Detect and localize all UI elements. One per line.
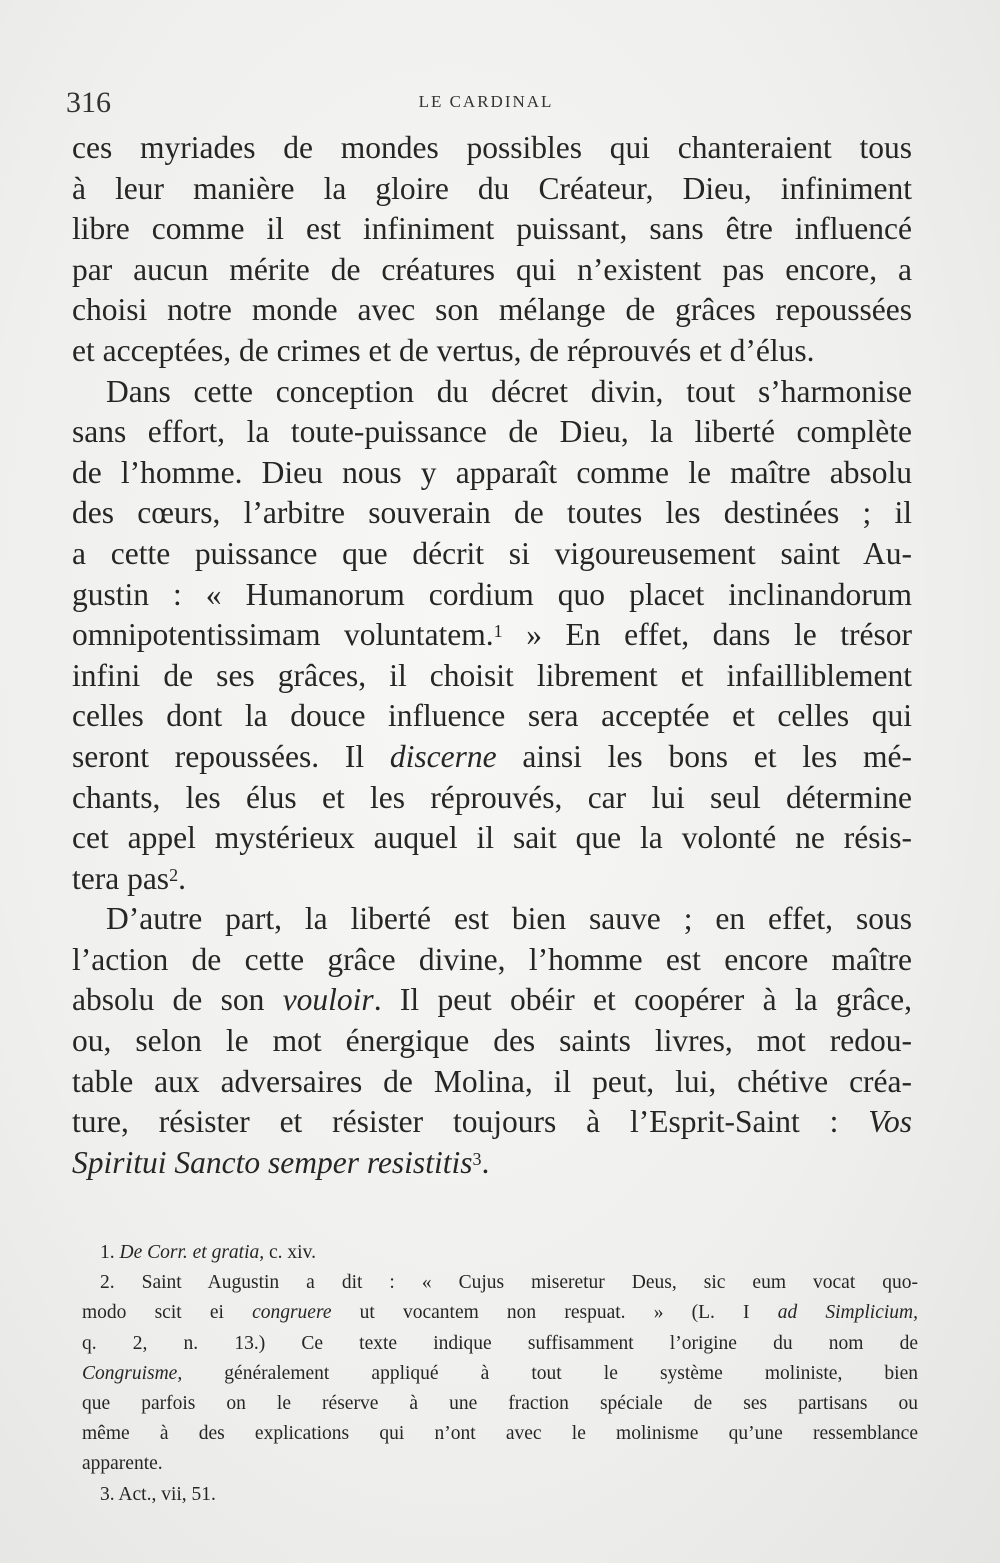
text-run: . (178, 860, 186, 896)
footnote-ref-3[interactable]: 3 (472, 1148, 482, 1169)
footnote-2-line: que parfois on le réserve à une fraction spéciale de ses partisans ou (82, 1392, 918, 1414)
running-title: LE CARDINAL (418, 92, 554, 111)
text-run: absolu de son (72, 982, 283, 1018)
text-line: table aux adversaires de Molina, il peut, lui, chétive créa- (72, 1063, 912, 1099)
italic-word: congruere (252, 1302, 332, 1324)
text-line: gustin : « Humanorum cordium quo placet inclinandorum (72, 576, 912, 612)
text-line (72, 1102, 912, 1143)
text-line: de l’homme. Dieu nous y apparaît comme le maître absolu (72, 454, 912, 490)
text-run: c. xiv. (264, 1242, 316, 1263)
italic-title: ad Simplicium, (777, 1302, 918, 1324)
text-run: ut vocantem non respuat. » (L. I (331, 1302, 778, 1324)
text-line: et acceptées, de crimes et de vertus, de réprouvés et d’élus. (72, 332, 815, 368)
page-header (66, 86, 906, 126)
text-line (72, 615, 912, 656)
footnote-1 (82, 1238, 918, 1268)
text-line: des cœurs, l’arbitre souverain de toutes les destinées ; il (72, 495, 912, 531)
text-run: généralement appliqué à tout le système moliniste, bien (182, 1362, 918, 1384)
text-line (72, 980, 912, 1021)
italic-word: vouloir (282, 982, 374, 1018)
text-run: seront repoussées. Il (72, 738, 390, 774)
italic-word: Vos (868, 1104, 912, 1140)
text-line: libre comme il est infiniment puissant, sans être influencé (72, 211, 912, 247)
text-line: chants, les élus et les réprouvés, car lui seul détermine (72, 779, 912, 815)
text-run: ainsi les bons et les mé- (496, 738, 912, 774)
text-line: sans effort, la toute-puissance de Dieu, la liberté complète (72, 414, 912, 450)
text-line: Dans cette conception du décret divin, tout s’harmonise (106, 373, 912, 409)
text-run: modo scit ei (82, 1302, 253, 1324)
text-run: » En effet, dans le trésor (502, 617, 912, 653)
page-number: 316 (66, 86, 111, 119)
footnote-3: 3. Act., vii, 51. (100, 1483, 216, 1505)
footnotes (82, 1238, 918, 1510)
footnote-2-line: q. 2, n. 13.) Ce texte indique suffisamment l’origine du nom de (82, 1332, 918, 1354)
footnote-ref-1[interactable]: 1 (493, 621, 503, 642)
text-run: . (481, 1144, 490, 1180)
text-line: cet appel mystérieux auquel il sait que la volonté ne résis- (72, 820, 912, 856)
footnote-ref-2[interactable]: 2 (169, 864, 179, 885)
text-line: ces myriades de mondes possibles qui chanteraient tous (72, 130, 912, 165)
text-line: par aucun mérite de créatures qui n’existent pas encore, a (72, 251, 912, 287)
italic-word: Congruisme, (82, 1362, 183, 1384)
text-line: ou, selon le mot énergique des saints livres, mot redou- (72, 1023, 912, 1059)
text-run: tera pas (72, 860, 170, 896)
footnote-2-line: apparente. (82, 1453, 163, 1475)
italic-quote: Spiritui Sancto semper resistitis (72, 1144, 473, 1180)
text-run: omnipotentissimam voluntatem. (72, 617, 494, 653)
text-line: D’autre part, la liberté est bien sauve ; en effet, sous (106, 901, 912, 937)
text-run: ture, résister et résister toujours à l’Esprit-Saint : (72, 1104, 869, 1140)
text-line: celles dont la douce influence sera acceptée et celles qui (72, 698, 912, 734)
text-line (72, 737, 912, 778)
footnote-2-line: même à des explications qui n’ont avec le molinisme qu’une ressemblance (82, 1423, 918, 1445)
text-line: l’action de cette grâce divine, l’homme est encore maître (72, 941, 912, 977)
text-run: 1. (100, 1242, 120, 1263)
footnote-2-line: 2. Saint Augustin a dit : « Cujus miseretur Deus, sic eum vocat quo- (100, 1272, 918, 1294)
text-line: a cette puissance que décrit si vigoureusement saint Au- (72, 535, 912, 571)
text-run: . Il peut obéir et coopérer à la grâce, (373, 982, 912, 1018)
text-line: à leur manière la gloire du Créateur, Dieu, infiniment (72, 170, 912, 206)
text-line (72, 1143, 912, 1184)
text-line (72, 859, 912, 900)
text-line: choisi notre monde avec son mélange de grâces repoussées (72, 292, 912, 328)
footnote-2-line (82, 1359, 918, 1389)
italic-word: discerne (389, 738, 497, 774)
body-text (72, 128, 912, 1183)
footnote-2-line (82, 1298, 918, 1328)
text-line: infini de ses grâces, il choisit librement et infailliblement (72, 657, 912, 693)
italic-title: De Corr. et gratia, (119, 1242, 265, 1263)
